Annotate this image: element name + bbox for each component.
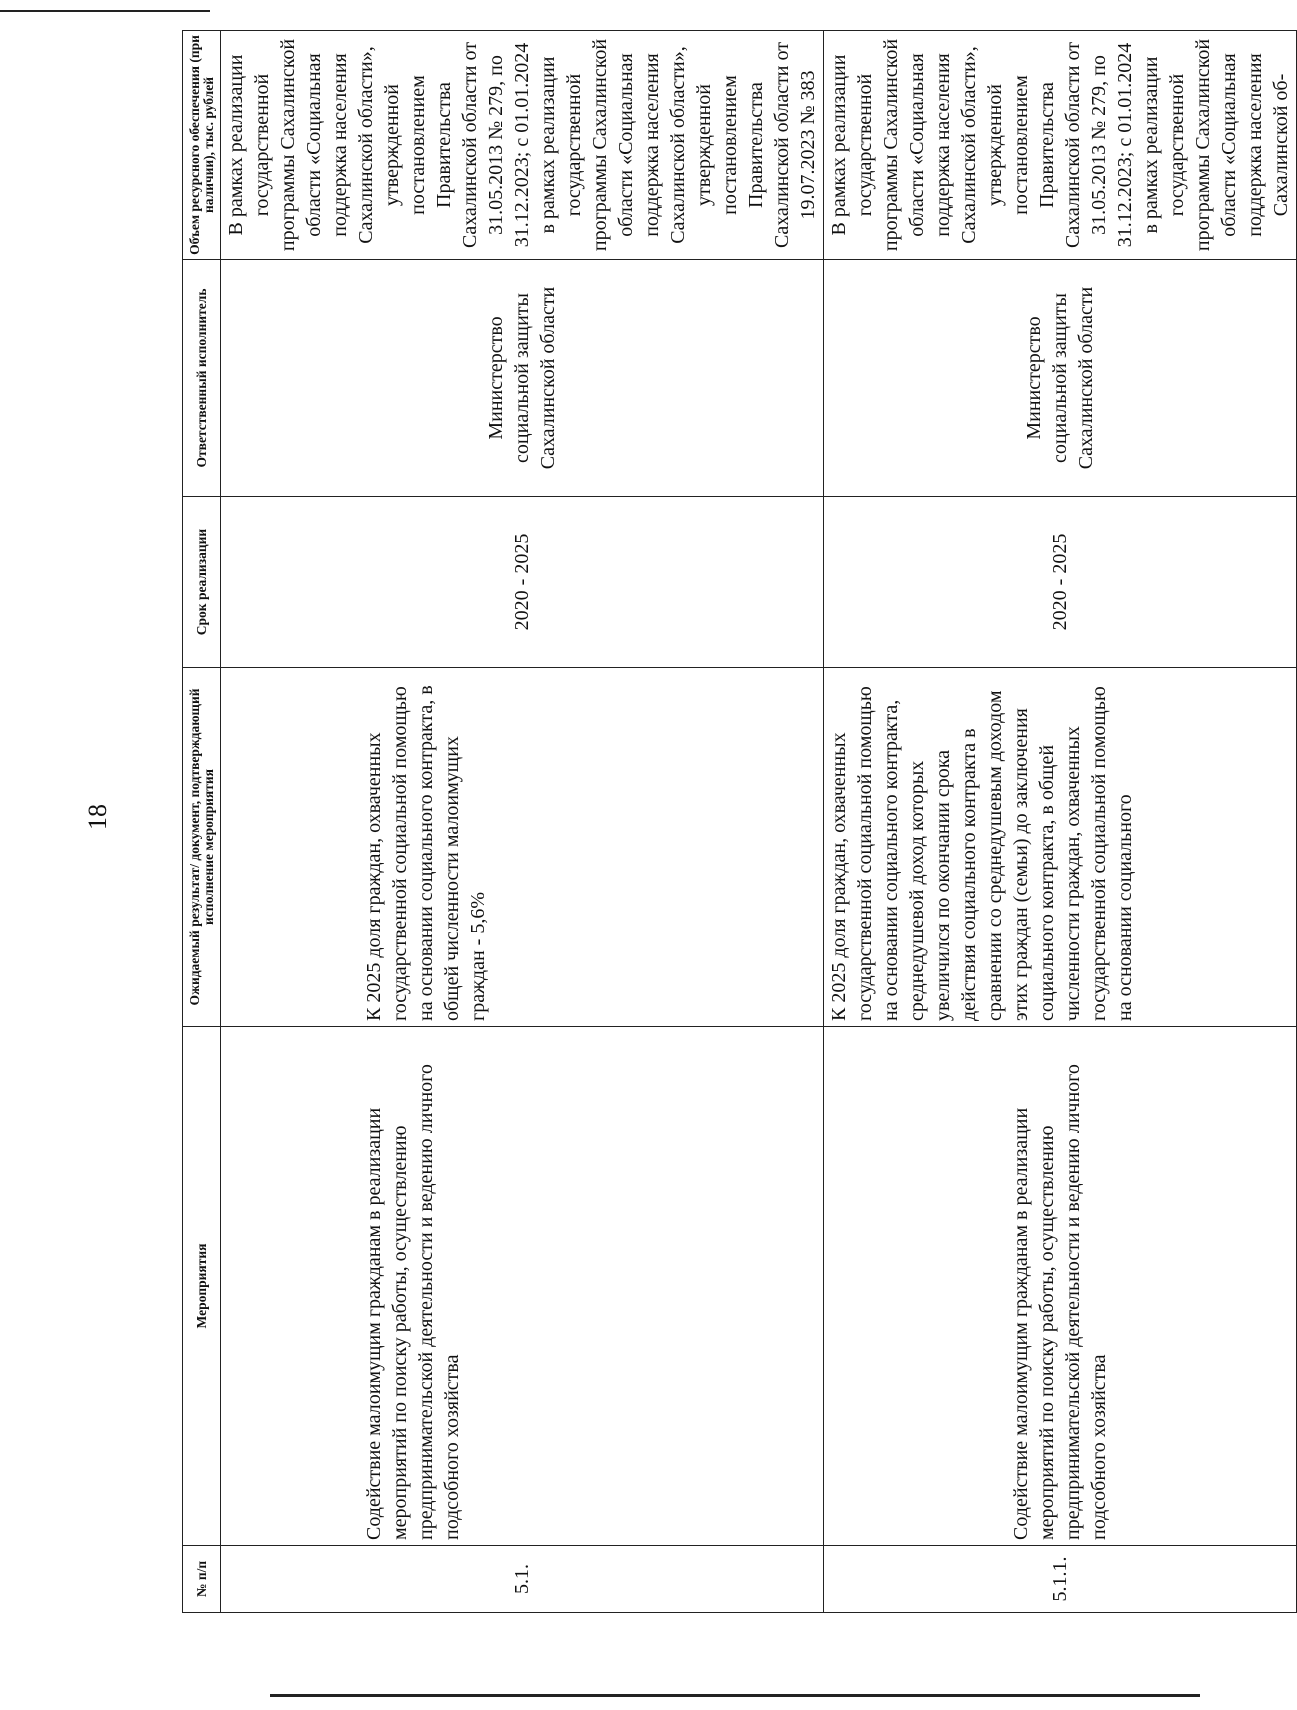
measures-table-sheet xyxy=(182,35,1292,1613)
scan-edge-top xyxy=(0,10,210,12)
page-number: 18 xyxy=(83,804,112,830)
row-volume: В рамках реализации государственной программы Сахалинской области «Социальная поддержка населения Сахалинской области», утвержденной постановлением Правительства Сахалинской области от 31.05.2013 № 279, по 31.12.2023; с 01.01.2024 в рамках реализации государственной программы Сахалинской области «Социальная поддержка населения Сахалинской об- xyxy=(824,31,1297,260)
row-term: 2020 - 2025 xyxy=(824,497,1297,668)
row-volume: В рамках реализации государственной программы Сахалинской области «Социальная поддержка населения Сахалинской области», утвержденной постановлением Правительства Сахалинской области от 31.05.2013 № 279, по 31.12.2023; с 01.01.2024 в рамках реализации государственной программы Сахалинской области «Социальная поддержка населения Сахалинской области», утвержденной постановлением Правительства Сахалинской области от 19.07.2023 № 383 xyxy=(221,31,824,260)
table-row xyxy=(824,31,1297,1613)
table-row xyxy=(221,31,824,1613)
row-measure: Содействие малоимущим гражданам в реализации мероприятий по поиску работы, осуществлению предпринимательской деятельности и ведению личного подсобного хозяйства xyxy=(824,1027,1297,1546)
header-result: Ожидаемый результат/ документ, подтверждающий исполнение мероприятия xyxy=(183,668,221,1027)
row-term: 2020 - 2025 xyxy=(221,497,824,668)
scan-edge-bottom xyxy=(270,1694,1200,1697)
header-num: № п/п xyxy=(183,1546,221,1613)
row-result: К 2025 доля граждан, охваченных государственной социальной помощью на основании социального контракта, в общей численности малоимущих граждан - 5,6% xyxy=(221,668,824,1027)
header-responsible: Ответственный исполнитель xyxy=(183,260,221,497)
header-volume: Объем ресурсного обеспечения (при наличии), тыс. рублей xyxy=(183,31,221,260)
row-result: К 2025 доля граждан, охваченных государственной социальной помощью на основании социального контракта, среднедушевой доход которых увеличился по окончании срока действия социального контракта в сравнении со среднедушевым доходом этих граждан (семьи) до заключения социального контракта, в общей численности граждан, охваченных государственной социальной помощью на основании социального xyxy=(824,668,1297,1027)
measures-table xyxy=(182,30,1297,1613)
row-measure: Содействие малоимущим гражданам в реализации мероприятий по поиску работы, осуществлению предпринимательской деятельности и ведению личного подсобного хозяйства xyxy=(221,1027,824,1546)
row-responsible: Министерство социальной защиты Сахалинской области xyxy=(824,260,1297,497)
row-responsible: Министерство социальной защиты Сахалинской области xyxy=(221,260,824,497)
table-header-row xyxy=(183,31,221,1613)
header-term: Срок реализации xyxy=(183,497,221,668)
header-measure: Мероприятия xyxy=(183,1027,221,1546)
row-num: 5.1. xyxy=(221,1546,824,1613)
row-num: 5.1.1. xyxy=(824,1546,1297,1613)
